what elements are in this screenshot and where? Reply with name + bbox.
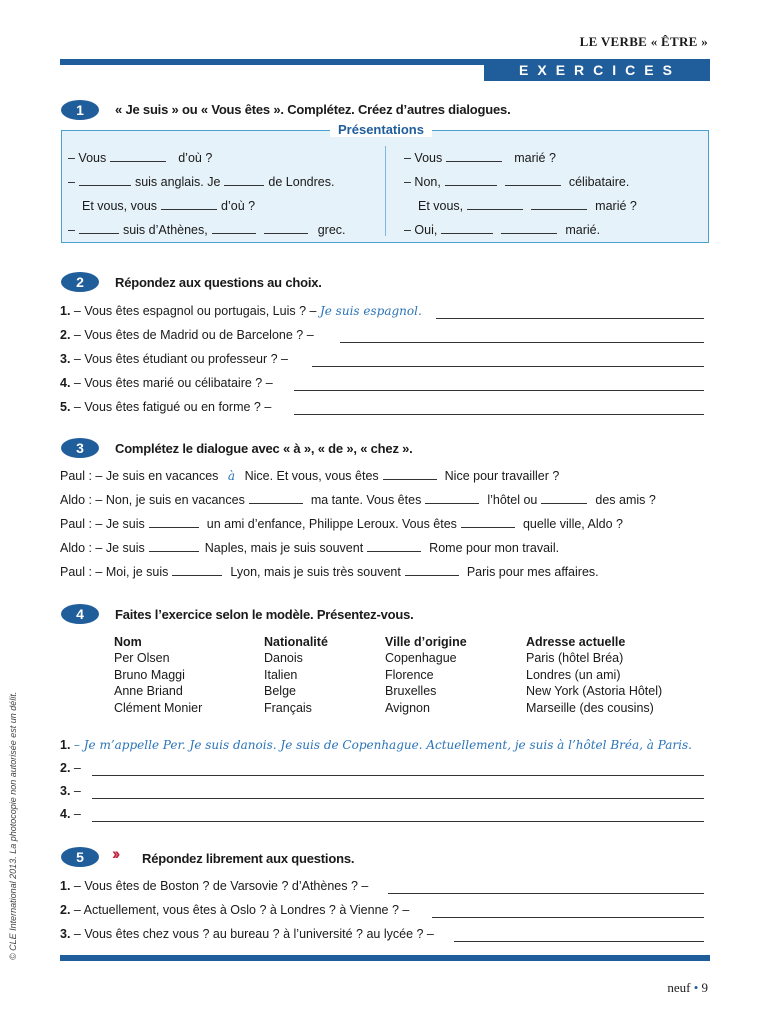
answer-row: 1. – Je m’appelle Per. Je suis danois. Je suis de Copenhague. Actuellement, je suis à l’hôtel Bréa, à Paris. (60, 738, 692, 752)
answer-line[interactable] (92, 798, 704, 799)
model-table (114, 633, 662, 716)
table-row: Per Olsen Danois Copenhague Paris (hôtel Bréa) (114, 651, 624, 666)
page-number: neuf • 9 (667, 980, 708, 995)
dialogue-line: Paul : – Je suis un ami d’enfance, Philippe Leroux. Vous êtes quelle ville, Aldo ? (60, 517, 624, 531)
question-row: 3. – Vous êtes chez vous ? au bureau ? à l’université ? au lycée ? – (60, 927, 434, 941)
answer-line[interactable] (388, 893, 704, 894)
exercise-number-badge: 4 (61, 604, 99, 624)
answer-line[interactable] (92, 775, 704, 776)
dialogue-line: – Oui, marié. (404, 223, 601, 237)
dialogue-line: Paul : – Moi, je suis Lyon, mais je suis très souvent Paris pour mes affaires. (60, 565, 599, 579)
dialogue-line: – Vous marié ? (404, 151, 556, 165)
exercices-band: EXERCICES (484, 59, 710, 81)
column-header: Ville d’origine (385, 634, 467, 649)
question-row: 2. – Actuellement, vous êtes à Oslo ? à Londres ? à Vienne ? – (60, 903, 410, 917)
answer-line[interactable] (432, 917, 704, 918)
column-header: Adresse actuelle (526, 634, 626, 649)
table-row: Clément Monier Français Avignon Marseille (des cousins) (114, 700, 654, 715)
exercise-number-badge: 1 (61, 100, 99, 120)
dialogue-line: Et vous, marié ? (418, 199, 637, 213)
dialogue-line: – suis d’Athènes, grec. (68, 223, 346, 237)
dialogue-line: Paul : – Je suis en vacances à Nice. Et vous, vous êtes Nice pour travailler ? (60, 469, 560, 483)
double-chevron-icon: ›› (112, 844, 118, 863)
question-row: 2. – Vous êtes de Madrid ou de Barcelone ? – (60, 328, 314, 342)
question-row: 1. – Vous êtes espagnol ou portugais, Luis ? – Je suis espagnol. (60, 304, 422, 318)
exercise-instruction: Répondez librement aux questions. (142, 851, 355, 866)
answer-row: 2. – (60, 761, 81, 775)
copyright-note: © CLE International 2013. La photocopie non autorisée est un délit. (8, 691, 18, 960)
dialogue-line: – suis anglais. Je de Londres. (68, 175, 335, 189)
table-row: Bruno Maggi Italien Florence Londres (un ami) (114, 667, 621, 682)
question-row: 1. – Vous êtes de Boston ? de Varsovie ? d’Athènes ? – (60, 879, 369, 893)
column-header: Nationalité (264, 634, 328, 649)
table-row: Anne Briand Belge Bruxelles New York (Astoria Hôtel) (114, 684, 663, 699)
table-header-row (114, 633, 662, 650)
dialogue-line: Aldo : – Non, je suis en vacances ma tante. Vous êtes l’hôtel ou des amis ? (60, 493, 656, 507)
answer-line[interactable] (312, 366, 704, 367)
box-label: Présentations (330, 122, 432, 137)
exercise-number-badge: 5 (61, 847, 99, 867)
answer-line[interactable] (294, 390, 704, 391)
exercise-instruction: Faites l’exercice selon le modèle. Présentez-vous. (115, 607, 414, 622)
answer-line[interactable] (436, 318, 704, 319)
exercise-number-badge: 2 (61, 272, 99, 292)
bottom-rule (60, 955, 710, 961)
exercise-number-badge: 3 (61, 438, 99, 458)
dialogue-line: – Non, célibataire. (404, 175, 630, 189)
column-divider (385, 146, 386, 236)
exercise-instruction: Complétez le dialogue avec « à », « de », « chez ». (115, 441, 413, 456)
question-row: 3. – Vous êtes étudiant ou professeur ? – (60, 352, 288, 366)
dialogue-line: – Vous d’où ? (68, 151, 213, 165)
answer-line[interactable] (340, 342, 704, 343)
sample-answer: – Je m’appelle Per. Je suis danois. Je suis de Copenhague. Actuellement, je suis à l’hôtel Bréa, à Paris. (73, 738, 692, 752)
chapter-title: LE VERBE « ÊTRE » (579, 34, 708, 49)
question-row: 5. – Vous êtes fatigué ou en forme ? – (60, 400, 272, 414)
sample-answer: à (227, 469, 236, 483)
dialogue-line: Aldo : – Je suis Naples, mais je suis souvent Rome pour mon travail. (60, 541, 560, 555)
answer-row: 4. – (60, 807, 81, 821)
exercise-instruction: Répondez aux questions au choix. (115, 275, 322, 290)
answer-row: 3. – (60, 784, 81, 798)
dialogue-line: Et vous, vous d’où ? (82, 199, 256, 213)
answer-line[interactable] (294, 414, 704, 415)
answer-line[interactable] (454, 941, 704, 942)
sample-answer: Je suis espagnol. (319, 304, 422, 318)
answer-line[interactable] (92, 821, 704, 822)
column-header: Nom (114, 634, 142, 649)
exercise-instruction: « Je suis » ou « Vous êtes ». Complétez. Créez d’autres dialogues. (115, 102, 511, 117)
question-row: 4. – Vous êtes marié ou célibataire ? – (60, 376, 273, 390)
